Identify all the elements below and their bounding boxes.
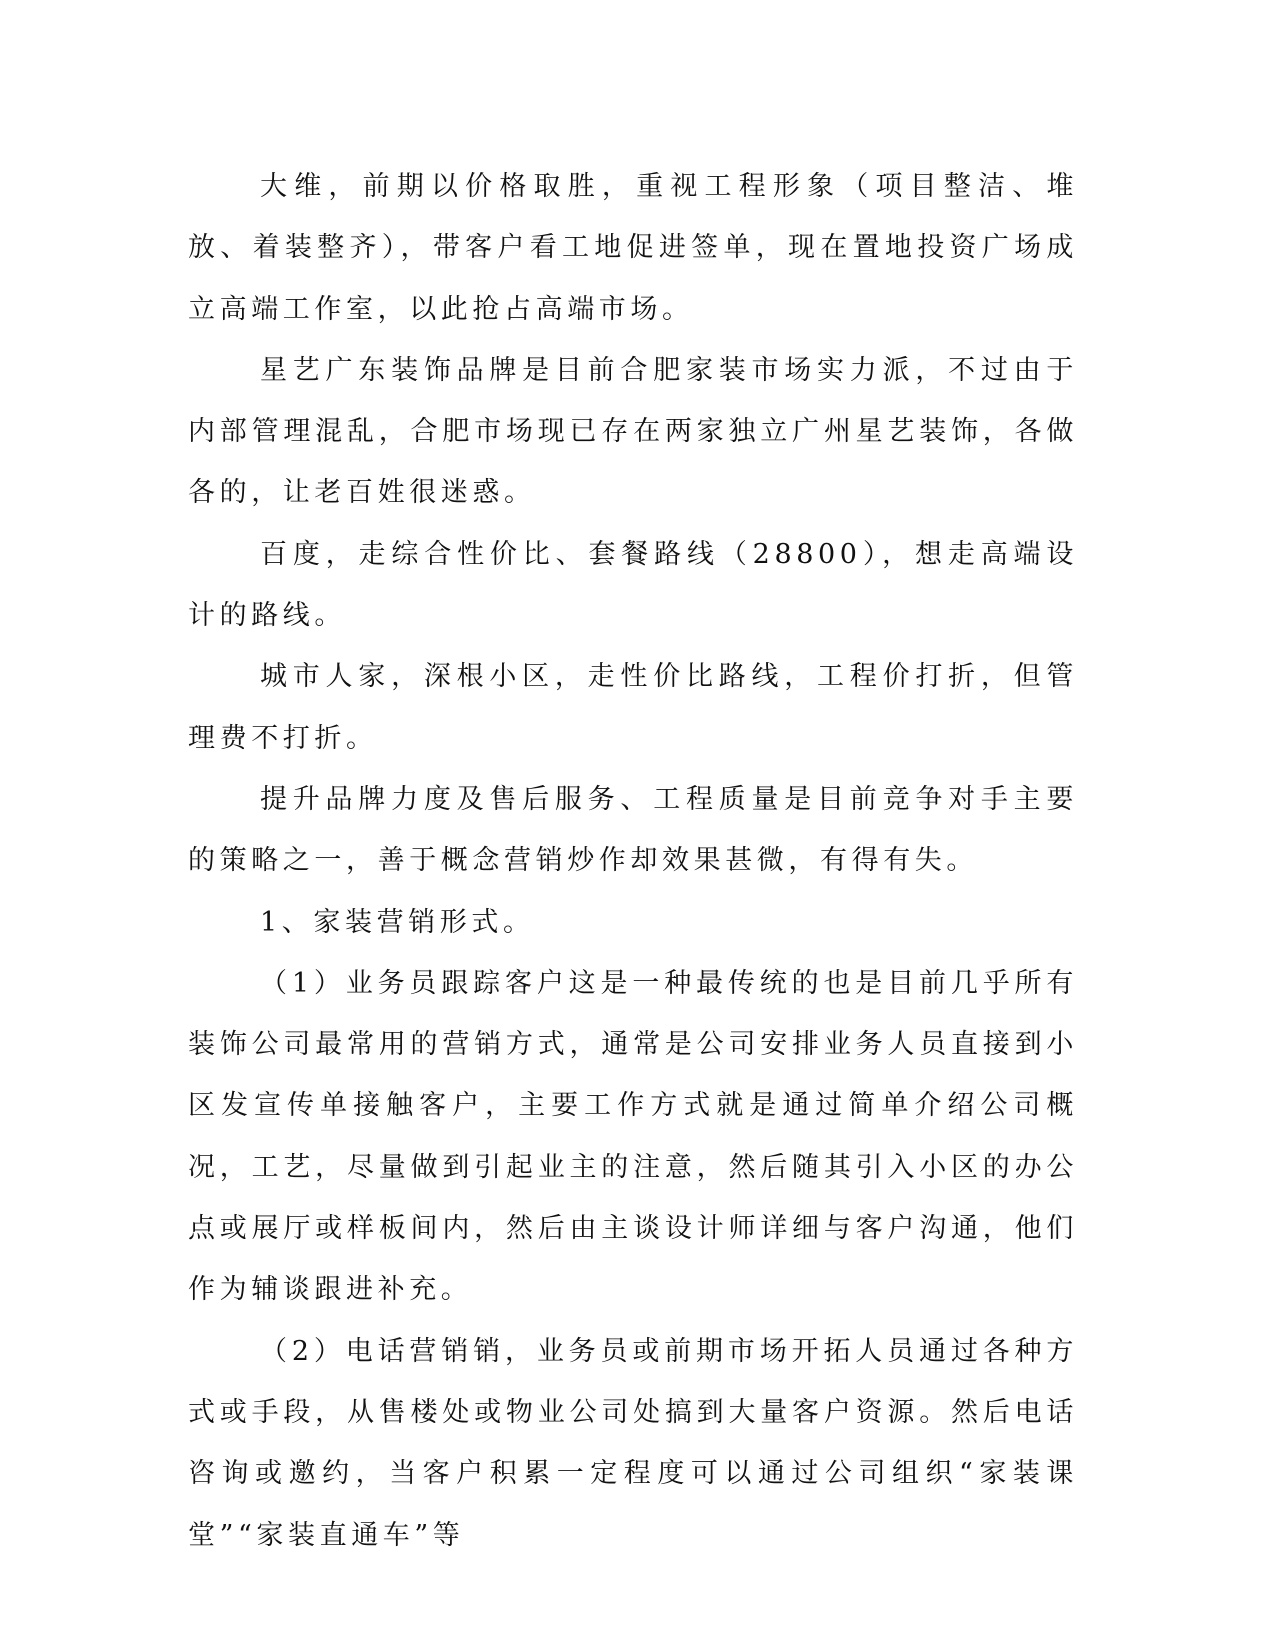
paragraph-baidu: 百度，走综合性价比、套餐路线（28800），想走高端设计的路线。 bbox=[188, 538, 1078, 632]
paragraph-chengshirenjia: 城市人家，深根小区，走性价比路线，工程价打折，但管理费不打折。 bbox=[188, 661, 1078, 754]
section-heading-marketing-forms: 1、家装营销形式。 bbox=[260, 906, 535, 938]
paragraph-salesperson-tracking: （1）业务员跟踪客户这是一种最传统的也是目前几乎所有装饰公司最常用的营销方式，通常是公司安排业务人员直接到小区发宣传单接触客户，主要工作方式就是通过简单介绍公司概况，工艺，尽量做到引起业主的注意，然后随其引入小区的办公点或展厅或样板间内，然后由主谈设计师详细与客户沟通，他们作为辅谈跟进补充。 bbox=[188, 967, 1078, 1306]
paragraph-strategy: 提升品牌力度及售后服务、工程质量是目前竞争对手主要的策略之一，善于概念营销炒作却效果甚微，有得有失。 bbox=[188, 783, 1078, 877]
document-body bbox=[188, 156, 1078, 1566]
paragraph-phone-marketing: （2）电话营销销，业务员或前期市场开拓人员通过各种方式或手段，从售楼处或物业公司处搞到大量客户资源。然后电话咨询或邀约，当客户积累一定程度可以通过公司组织“家装课堂”“家装直通车”等 bbox=[188, 1335, 1078, 1551]
paragraph-xingyi: 星艺广东装饰品牌是目前合肥家装市场实力派，不过由于内部管理混乱，合肥市场现已存在两家独立广州星艺装饰，各做各的，让老百姓很迷惑。 bbox=[188, 354, 1078, 509]
paragraph-dawei: 大维，前期以价格取胜，重视工程形象（项目整洁、堆放、着装整齐），带客户看工地促进签单，现在置地投资广场成立高端工作室，以此抢占高端市场。 bbox=[188, 171, 1078, 325]
